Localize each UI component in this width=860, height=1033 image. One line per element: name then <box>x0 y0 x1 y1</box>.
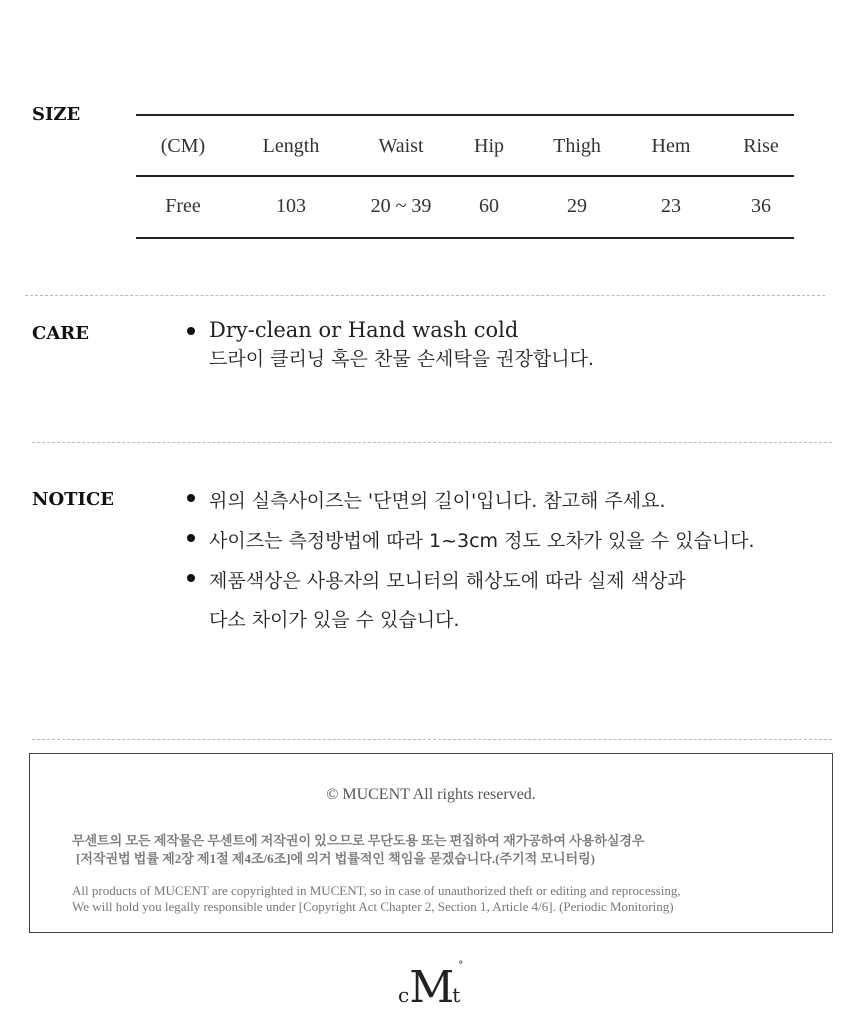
header-thigh: Thigh <box>553 135 601 157</box>
notice-bullet <box>187 494 195 502</box>
copyright-en-line-1: All products of MUCENT are copyrighted in MUCENT, so in case of unauthorized theft or editing and reprocessing, <box>72 883 681 898</box>
cell-hem: 23 <box>661 195 681 217</box>
cell-hip: 60 <box>479 195 499 217</box>
logo-letter-t: t <box>452 983 461 1007</box>
cell-size-free: Free <box>165 195 201 217</box>
logo-letter-m: M <box>409 962 453 1013</box>
copyright-ko-line-1: 무센트의 모든 제작물은 무센트에 저작권이 있으므로 무단도용 또는 편집하여 재가공하여 사용하실경우 <box>72 833 645 848</box>
copyright-box <box>29 753 833 933</box>
divider-1 <box>25 295 825 296</box>
size-section-title: SIZE <box>32 104 81 125</box>
care-text-en: Dry-clean or Hand wash cold <box>209 318 519 342</box>
cell-thigh: 29 <box>567 195 587 217</box>
cell-length: 103 <box>276 195 306 217</box>
notice-bullet <box>187 574 195 582</box>
logo-letter-c: c <box>398 983 410 1007</box>
header-cm: (CM) <box>160 135 206 157</box>
copyright-en-line-2: We will hold you legally responsible under [Copyright Act Chapter 2, Section 1, Article 4/6]. (Periodic Monitoring) <box>72 899 674 914</box>
logo-mark: ° <box>458 960 464 971</box>
notice-item-2: 사이즈는 측정방법에 따라 1~3cm 정도 오차가 있을 수 있습니다. <box>209 530 755 552</box>
notice-item-1: 위의 실측사이즈는 '단면의 길이'입니다. 참고해 주세요. <box>209 490 666 512</box>
care-section-title: CARE <box>32 323 89 344</box>
notice-section-title: NOTICE <box>32 489 114 510</box>
notice-item-3: 제품색상은 사용자의 모니터의 해상도에 따라 실제 색상과 <box>209 570 686 592</box>
divider-3 <box>32 739 832 740</box>
cell-waist: 20 ~ 39 <box>370 195 432 217</box>
header-length: Length <box>262 135 320 157</box>
care-bullet <box>187 327 195 335</box>
header-rise: Rise <box>743 135 779 157</box>
header-waist: Waist <box>378 135 424 157</box>
cell-rise: 36 <box>751 195 771 217</box>
header-hem: Hem <box>651 135 691 157</box>
brand-logo <box>398 962 465 1013</box>
copyright-ko-line-2: [저작권법 법률 제2장 제1절 제4조/6조]에 의거 법률적인 책임을 묻겠습니다.(주기적 모니터링) <box>76 851 595 866</box>
header-hip: Hip <box>474 135 504 157</box>
notice-item-3-continued: 다소 차이가 있을 수 있습니다. <box>209 609 460 631</box>
copyright-heading: © MUCENT All rights reserved. <box>326 786 536 803</box>
table-bottom-rule <box>136 237 794 239</box>
notice-bullet <box>187 534 195 542</box>
care-text-ko: 드라이 클리닝 혹은 찬물 손세탁을 권장합니다. <box>209 348 594 370</box>
table-mid-rule <box>136 175 794 177</box>
table-top-rule <box>136 114 794 116</box>
divider-2 <box>32 442 832 443</box>
